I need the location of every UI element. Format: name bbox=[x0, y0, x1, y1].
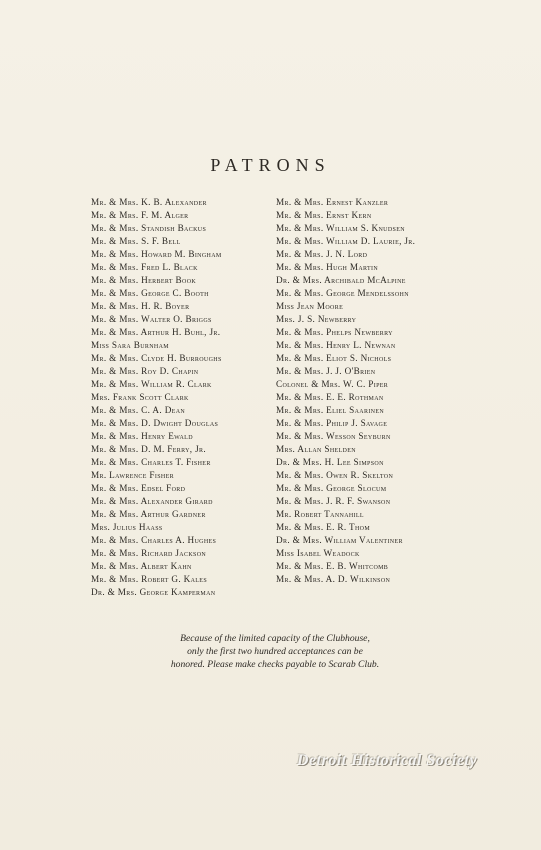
patron-name: Mr. & Mrs. George Mendelssohn bbox=[276, 288, 409, 298]
patron-name: Mr. & Mrs. Albert Kahn bbox=[91, 561, 192, 571]
patron-name: Mr. & Mrs. Fred L. Black bbox=[91, 262, 198, 272]
patron-name: Mr. & Mrs. Eliot S. Nichols bbox=[276, 353, 392, 363]
watermark: Detroit Historical Society bbox=[297, 752, 478, 769]
patron-name: Mr. Robert Tannahill bbox=[276, 509, 364, 519]
patron-name: Mr. & Mrs. C. A. Dean bbox=[91, 405, 186, 415]
patron-name: Mr. & Mrs. J. N. Lord bbox=[276, 249, 368, 259]
patrons-list-left bbox=[91, 196, 222, 599]
patron-name: Mr. & Mrs. Charles A. Hughes bbox=[91, 535, 217, 545]
patron-name: Mr. & Mrs. Philip J. Savage bbox=[276, 418, 388, 428]
patron-name: Mr. & Mrs. E. R. Thom bbox=[276, 522, 371, 532]
patron-name: Mr. & Mrs. H. R. Boyer bbox=[91, 301, 190, 311]
patron-name: Mr. & Mrs. Howard M. Bingham bbox=[91, 249, 222, 259]
patron-name: Mr. & Mrs. Herbert Book bbox=[91, 275, 197, 285]
patron-name: Mr. & Mrs. E. E. Rothman bbox=[276, 392, 384, 402]
patron-name: Dr. & Mrs. William Valentiner bbox=[276, 535, 403, 545]
patron-name: Mr. & Mrs. Edsel Ford bbox=[91, 483, 186, 493]
patron-name: Mrs. Allan Shelden bbox=[276, 444, 356, 454]
patron-name: Mr. & Mrs. Walter O. Briggs bbox=[91, 314, 212, 324]
patron-name: Dr. & Mrs. Archibald McAlpine bbox=[276, 275, 406, 285]
patron-name: Mr. & Mrs. Arthur H. Buhl, Jr. bbox=[91, 327, 221, 337]
patron-name: Mr. & Mrs. Charles T. Fisher bbox=[91, 457, 211, 467]
patron-name: Mrs. Julius Haass bbox=[91, 522, 163, 532]
patron-name: Mr. & Mrs. A. D. Wilkinson bbox=[276, 574, 391, 584]
patron-name: Mr. & Mrs. J. J. O'Brien bbox=[276, 366, 376, 376]
patron-name: Mr. & Mrs. S. F. Bell bbox=[91, 236, 181, 246]
patron-name: Mrs. Frank Scott Clark bbox=[91, 392, 189, 402]
patron-name: Miss Sara Burnham bbox=[91, 340, 169, 350]
patron-name: Mr. & Mrs. D. M. Ferry, Jr. bbox=[91, 444, 206, 454]
patron-name: Mr. & Mrs. Roy D. Chapin bbox=[91, 366, 199, 376]
patron-name: Mr. & Mrs. Richard Jackson bbox=[91, 548, 207, 558]
patron-name: Mr. Lawrence Fisher bbox=[91, 470, 174, 480]
patron-name: Mr. & Mrs. Alexander Girard bbox=[91, 496, 213, 506]
patron-name: Mr. & Mrs. George C. Booth bbox=[91, 288, 209, 298]
note-line: only the first two hundred acceptances can be bbox=[187, 646, 363, 657]
patron-name: Mr. & Mrs. Hugh Martin bbox=[276, 262, 379, 272]
patron-name: Miss Jean Moore bbox=[276, 301, 344, 311]
patron-name: Mr. & Mrs. F. M. Alger bbox=[91, 210, 189, 220]
patron-name: Mr. & Mrs. Henry L. Newnan bbox=[276, 340, 396, 350]
patron-name: Mr. & Mrs. Arthur Gardner bbox=[91, 509, 206, 519]
patron-name: Mr. & Mrs. Robert G. Kales bbox=[91, 574, 208, 584]
patron-name: Mr. & Mrs. Standish Backus bbox=[91, 223, 207, 233]
patron-name: Mr. & Mrs. E. B. Whitcomb bbox=[276, 561, 389, 571]
patron-name: Mr. & Mrs. Ernest Kanzler bbox=[276, 197, 389, 207]
patron-name: Mr. & Mrs. Henry Ewald bbox=[91, 431, 193, 441]
patron-name: Colonel & Mrs. W. C. Piper bbox=[276, 379, 389, 389]
page-title: PATRONS bbox=[210, 155, 331, 175]
patron-name: Mr. & Mrs. K. B. Alexander bbox=[91, 197, 207, 207]
patron-name: Dr. & Mrs. George Kamperman bbox=[91, 587, 216, 597]
patron-name: Mr. & Mrs. Eliel Saarinen bbox=[276, 405, 385, 415]
patron-name: Mr. & Mrs. Owen R. Skelton bbox=[276, 470, 394, 480]
capacity-note bbox=[135, 632, 415, 671]
patron-name: Mr. & Mrs. George Slocum bbox=[276, 483, 387, 493]
patron-name: Mr. & Mrs. J. R. F. Swanson bbox=[276, 496, 391, 506]
patron-name: Mr. & Mrs. Ernst Kern bbox=[276, 210, 372, 220]
patron-name: Mr. & Mrs. Clyde H. Burroughs bbox=[91, 353, 222, 363]
patron-name: Mr. & Mrs. D. Dwight Douglas bbox=[91, 418, 219, 428]
patrons-list-right bbox=[276, 196, 415, 586]
note-line: Because of the limited capacity of the Clubhouse, bbox=[180, 633, 370, 644]
patron-name: Mrs. J. S. Newberry bbox=[276, 314, 357, 324]
patron-name: Mr. & Mrs. Phelps Newberry bbox=[276, 327, 393, 337]
patron-name: Dr. & Mrs. H. Lee Simpson bbox=[276, 457, 384, 467]
patron-name: Mr. & Mrs. William D. Laurie, Jr. bbox=[276, 236, 416, 246]
note-line: honored. Please make checks payable to Scarab Club. bbox=[170, 659, 380, 670]
patron-name: Mr. & Mrs. William R. Clark bbox=[91, 379, 212, 389]
patron-name: Mr. & Mrs. Wesson Seyburn bbox=[276, 431, 391, 441]
patron-name: Miss Isabel Weadock bbox=[276, 548, 360, 558]
patron-name: Mr. & Mrs. William S. Knudsen bbox=[276, 223, 405, 233]
